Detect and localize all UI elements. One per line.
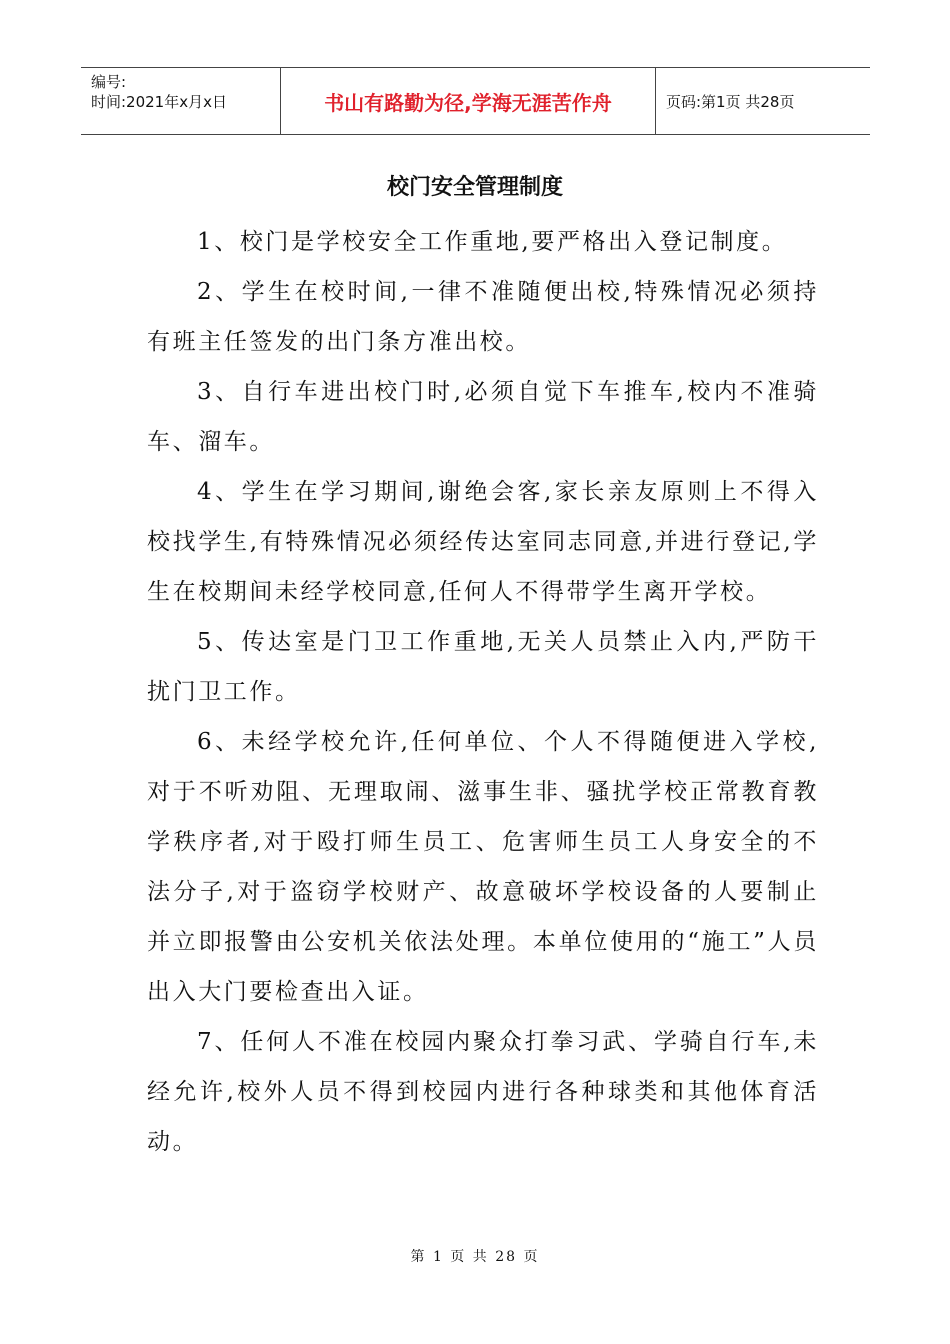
- header-motto: 书山有路勤为径,学海无涯苦作舟: [281, 68, 656, 134]
- document-title: 校门安全管理制度: [386, 175, 563, 200]
- document-date-label: 时间:2021年x月x日: [91, 93, 227, 111]
- header-page-info: 页码:第1页 共28页: [666, 92, 795, 111]
- paragraph-6: 6、未经学校允许,任何单位、个人不得随便进入学校,对于不听劝阻、无理取闹、滋事生非、骚扰学校正常教育教学秩序者,对于殴打师生员工、危害师生员工人身安全的不法分子,对于盗窃学校财产、故意破坏学校设备的人要制止并立即报警由公安机关依法处理。本单位使用的“施工”人员出入大门要检查出入证。: [147, 729, 819, 1005]
- paragraph-7: 7、任何人不准在校园内聚众打拳习武、学骑自行车,未经允许,校外人员不得到校园内进行各种球类和其他体育活动。: [147, 1029, 819, 1155]
- document-header: [81, 67, 870, 135]
- paragraph-2: 2、学生在校时间,一律不准随便出校,特殊情况必须持有班主任签发的出门条方准出校。: [147, 279, 819, 355]
- paragraph-3: 3、自行车进出校门时,必须自觉下车推车,校内不准骑车、溜车。: [147, 379, 819, 455]
- document-body: [147, 217, 819, 1167]
- header-meta: [81, 68, 281, 134]
- page-footer: 第 1 页 共 28 页: [410, 1249, 540, 1265]
- document-number-label: 编号:: [91, 73, 127, 91]
- paragraph-4: 4、学生在学习期间,谢绝会客,家长亲友原则上不得入校找学生,有特殊情况必须经传达室同志同意,并进行登记,学生在校期间未经学校同意,任何人不得带学生离开学校。: [147, 479, 819, 605]
- paragraph-1: 1、校门是学校安全工作重地,要严格出入登记制度。: [197, 229, 788, 255]
- paragraph-5: 5、传达室是门卫工作重地,无关人员禁止入内,严防干扰门卫工作。: [147, 629, 819, 705]
